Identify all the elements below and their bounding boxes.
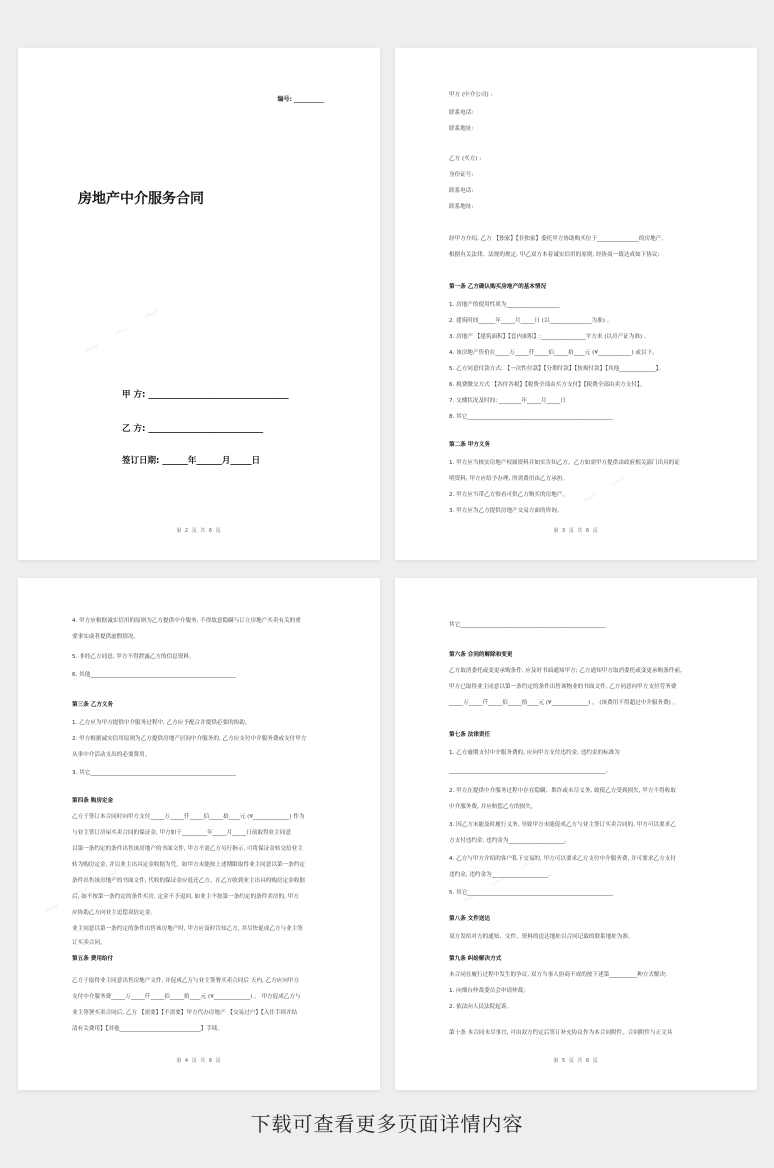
page-body [449, 48, 727, 560]
page-footer: 第 2 页 共 6 页 [176, 528, 222, 534]
contract-text-line: 3. 因乙方未能及时履行义务, 导致甲方未能促成乙方与业主签订买卖合同的, 甲方可以要求乙 [449, 822, 676, 828]
contract-text-line: 其它____________________________________________________ [449, 622, 606, 628]
contract-text-line: 以第一条约定的条件出售该房地产的书面文件, 甲方不需乙方另行指示, 可将保证金转交给业主 [72, 846, 303, 852]
cover-page [18, 48, 380, 560]
contract-text-line: 违约金, 违约金为____________________。 [449, 872, 554, 878]
contract-text-line: 1. 房地产的使用性质为___________________ [449, 302, 560, 308]
section-heading: 第三条 乙方义务 [72, 702, 114, 708]
contract-text-line: 甲方已取得业主同意以第一条约定的条件出售该物业的书面文件, 乙方同意向甲方支付劳务费 [449, 684, 677, 690]
contract-text-line: 转为购房定金, 并以业主出具定金收据为凭。如甲方未能按上述期限取得业主同意以第一条约定 [72, 862, 305, 868]
contract-text-line: 明资料, 甲方应给予办理, 所需费用由乙方承担。 [449, 476, 568, 482]
contract-page-5 [395, 578, 757, 1090]
contract-text-line: 后, 如不按第一条约定的条件买房, 定金不予退回, 如业主不按第一条约定的条件卖房的, 甲方 [72, 894, 299, 900]
contract-title: 房地产中介服务合同 [78, 191, 204, 207]
page-footer: 第 5 页 共 6 页 [553, 1058, 599, 1064]
contract-text-line: 经甲方介绍, 乙方 【独家】【非独家】委托甲方协助购买位于_______________的房地产, [449, 236, 664, 242]
contract-text-line: 2. 甲方在提供中介服务过程中存在隐瞒、欺诈或未尽义务, 致使乙方受到损失, 甲方不得收取 [449, 788, 676, 794]
contract-text-line: 联系电话: [449, 188, 474, 194]
contract-text-line: 方支付违约金, 违约金为____________________。 [449, 838, 571, 844]
contract-text-line: _____万_____仟_____佰_____拾____元 (¥_____________) 。 (该费用不得超过中介服务费) 。 [449, 700, 679, 706]
page-footer: 第 3 页 共 6 页 [553, 528, 599, 534]
section-heading: 第七条 法律责任 [449, 732, 491, 738]
contract-text-line: 3. 其它____________________________________________________ [72, 770, 236, 776]
section-heading: 第一条 乙方确认购买房地产的基本情况 [449, 284, 547, 290]
contract-text-line: 6. 其他____________________________________________________ [72, 672, 236, 678]
page-body [72, 578, 350, 1090]
contract-text-line: 4. 该房地产售价在_____万_____仟_____佰_____拾____元 (¥____________) 或以下。 [449, 350, 658, 356]
contract-text-line: 3. 甲方应为乙方提供房地产交易方面的咨询。 [449, 508, 563, 514]
section-heading: 第六条 合同的解除和变更 [449, 652, 513, 658]
contract-text-line: 第十条 本合同未尽事宜, 可由双方约定后签订补充协议作为本合同附件。合同附件与正文具 [449, 1030, 673, 1036]
watermark [78, 297, 169, 364]
contract-text-line: 清有关费用】【其他_____________________________】手续。 [72, 1026, 224, 1032]
contract-text-line: 本合同在履行过程中发生的争议, 双方当事人协商不成的按下述第__________种方式解决: [449, 972, 668, 978]
page-footer: 第 4 页 共 6 页 [176, 1058, 222, 1064]
contract-text-line: 业主同意以第一条约定的条件出售该房地产时, 甲方应及时告知乙方, 并尽快促成乙方与业主签 [72, 926, 303, 932]
contract-text-line: 联系地址: [449, 204, 474, 210]
contract-text-line: 中介服务费, 并应赔偿乙方的损失。 [449, 804, 537, 810]
contract-text-line: 业主签署买卖合同后, 乙方 【需要】【不需要】甲方代办房地产 【交易过户】【入住手续并结 [72, 1010, 298, 1016]
contract-text-line: 订买卖合同。 [72, 940, 106, 946]
contract-text-line: 根据有关法律、法规的规定, 甲乙双方本着诚实信用的原则, 经协商一致达成如下协议: [449, 252, 660, 258]
contract-text-line: ________________________________________________________。 [449, 768, 612, 774]
contract-page-4 [18, 578, 380, 1090]
contract-text-line: 6. 税费缴交方式 【各付各税】【税费全部由买方支付】【税费全部由卖方支付】。 [449, 382, 646, 388]
contract-text-line: 1. 乙方应为甲方提供中介服务过程中, 乙方应予配合并提供必要的协助。 [72, 720, 251, 726]
section-heading: 第四条 购房定金 [72, 798, 114, 804]
sign-date-field: 签订日期: ______年______月_____日 [122, 456, 261, 466]
contract-text-line: 1. 乙方逾期支付中介服务费的, 应向甲方支付违约金, 违约金的标准为 [449, 750, 620, 756]
contract-text-line: 3. 房地产 【建筑面积】【套内面积】:________________平方米 (以房产证为准) 。 [449, 334, 650, 340]
contract-text-line: 2. 依法向人民法院起诉。 [449, 1004, 513, 1010]
contract-text-line: 从事中介活动支出的必要费用。 [72, 752, 151, 758]
contract-text-line: 4. 甲方应根据诚实信用的原则为乙方提供中介服务, 不得故意隐瞒与订立房地产买卖有关的重 [72, 618, 301, 624]
contract-text-line: 2. 甲方根据诚实信用原则为乙方提供房地产居间中介服务的, 乙方应支付中介服务费或支付甲方 [72, 736, 307, 742]
contract-text-line: 4. 乙方与甲方介绍的客户私下交易的, 甲方可以要求乙方支付中介服务费, 并可要求乙方支付 [449, 856, 676, 862]
contract-text-line: 联系地址: [449, 126, 474, 132]
contract-text-line: 1. 甲方应当核实房地产权属资料并如实告知乙方。乙方如需甲方提供由政府相关部门出具的证 [449, 460, 680, 466]
contract-text-line: 联系电话: [449, 110, 474, 116]
contract-text-line: 5. 非经乙方同意, 甲方不得泄露乙方的信息资料。 [72, 654, 195, 660]
contract-text-line: 要事实或者提供虚假情况。 [72, 634, 140, 640]
contract-text-line: 乙方于签订本合同时向甲方支付_____万_____仟_____佰_____拾____元 (¥_____________) 作为 [72, 814, 305, 820]
contract-text-line: 乙方取消委托或变更承购条件, 应及时书面通知甲方; 乙方通知甲方取消委托或变更承购条件前, [449, 668, 682, 674]
contract-text-line: 条件出售该房地产的书面文件, 代收的保证金应退还乙方。在乙方收到业主出具的购房定金收据 [72, 878, 305, 884]
contract-text-line: 甲方 (中介公司) : [449, 92, 493, 98]
contract-text-line: 与业主签订房屋买卖合同的保证金, 甲方如于_________年_____月_____日前取得业主同意 [72, 830, 291, 836]
party-b-field: 乙 方: ___________________________ [122, 424, 264, 434]
party-a-field: 甲 方: _________________________________ [122, 390, 289, 400]
contract-text-line: 应协助乙方向业主追偿双倍定金。 [72, 910, 156, 916]
contract-text-line: 2. 建筑时间______年_____月_____日 (以_______________为准) 。 [449, 318, 613, 324]
contract-text-line: 1. 向烟台仲裁委员会申请仲裁; [449, 988, 526, 994]
section-heading: 第二条 甲方义务 [449, 442, 491, 448]
contract-text-line: 乙方 (买方) : [449, 156, 482, 162]
contract-text-line: 双方发给对方的通知、文件、资料的送达地址以合同记载的联系地址为准。 [449, 934, 634, 940]
contract-text-line: 5. 乙方同意付款方式: 【一次性付款】【分期付款】【按揭付款】【其他_____________】。 [449, 366, 664, 372]
contract-text-line: 身份证号: [449, 172, 474, 178]
section-heading: 第八条 文件送达 [449, 916, 491, 922]
section-heading: 第九条 纠纷解决方式 [449, 956, 502, 962]
contract-text-line: 7. 交楼状况及时间: ________年_____月_____日 [449, 398, 567, 404]
section-heading: 第五条 费用给付 [72, 956, 114, 962]
contract-text-line: 8. 其它____________________________________________________ [449, 414, 613, 420]
contract-number-label: 编号: __________ [277, 96, 324, 103]
contract-text-line: 支付中介服务费_____万_____仟_____佰_____拾____元 (¥_____________) 。 甲方促成乙方与 [72, 994, 301, 1000]
contract-text-line: 5. 其它____________________________________________________ [449, 890, 613, 896]
contract-text-line: 乙方于取得业主同意出售房地产文件, 并促成乙方与业主签署买卖合同后 天内, 乙方应向甲方 [72, 978, 300, 984]
download-caption: 下载可查看更多页面详情内容 [250, 1112, 524, 1136]
page-body [449, 578, 727, 1090]
contract-text-line: 2. 甲方应当带乙方察看可供乙方购买的房地产。 [449, 492, 568, 498]
contract-page-3 [395, 48, 757, 560]
